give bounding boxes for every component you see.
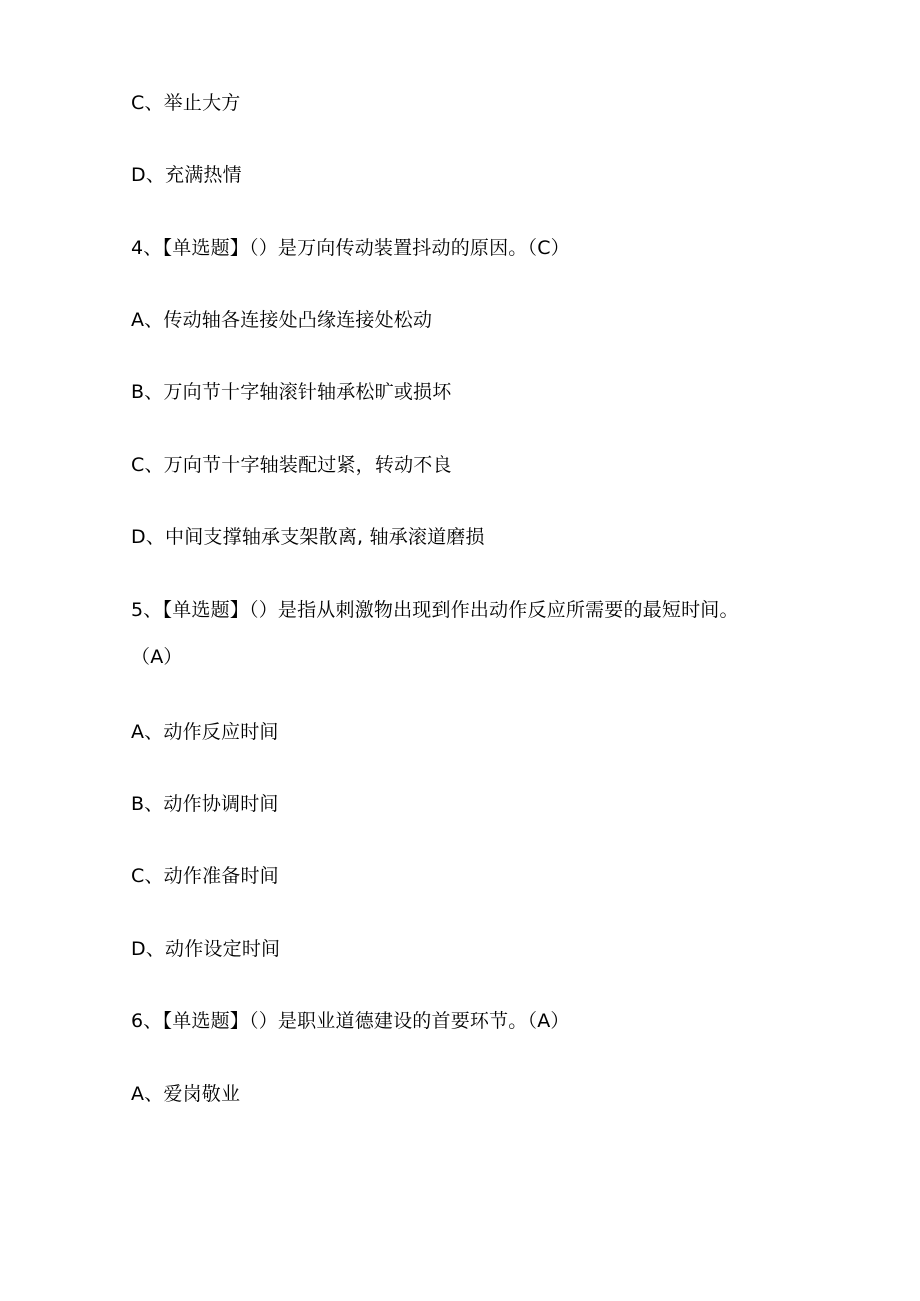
q5-stem-line2: （A）	[131, 646, 183, 668]
q3-option-c: C、举止大方	[131, 92, 241, 114]
q4-option-d: D、中间支撑轴承支架散离, 轴承滚道磨损	[131, 526, 485, 548]
q4-option-a: A、传动轴各连接处凸缘连接处松动	[131, 309, 433, 331]
q5-option-a: A、动作反应时间	[131, 721, 279, 743]
q3-option-d: D、充满热情	[131, 164, 242, 186]
q5-option-c: C、动作准备时间	[131, 865, 279, 887]
q4-option-c: C、万向节十字轴装配过紧，转动不良	[131, 454, 452, 476]
q6-stem: 6、【单选题】（）是职业道德建设的首要环节。（A）	[131, 1010, 570, 1032]
q5-stem-line1: 5、【单选题】（）是指从刺激物出现到作出动作反应所需要的最短时间。	[131, 599, 739, 621]
q6-option-a: A、爱岗敬业	[131, 1083, 241, 1105]
q4-stem: 4、【单选题】（）是万向传动装置抖动的原因。（C）	[131, 237, 570, 259]
q4-option-b: B、万向节十字轴滚针轴承松旷或损坏	[131, 381, 452, 403]
q5-option-d: D、动作设定时间	[131, 938, 281, 960]
q5-option-b: B、动作协调时间	[131, 793, 279, 815]
